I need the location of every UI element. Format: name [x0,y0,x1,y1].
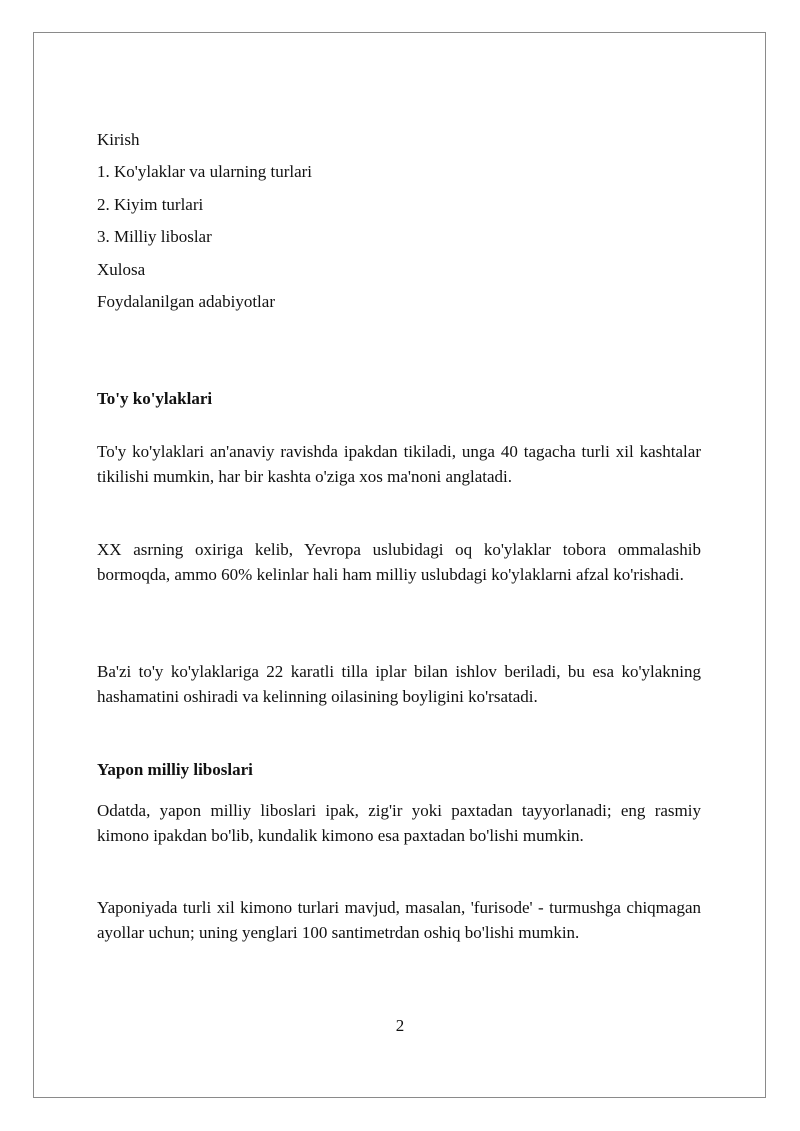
page-number: 2 [395,1016,405,1035]
paragraph: Odatda, yapon milliy liboslari ipak, zig'ir yoki paxtadan tayyorlanadi; eng rasmiy kimono ipakdan bo'lib, kundalik kimono esa paxtadan bo'lishi mumkin. [97,801,701,845]
toc-item-references: Foydalanilgan adabiyotlar [97,291,275,311]
toc-item-conclusion: Xulosa [97,259,146,279]
toc-item-chapter-3: 3. Milliy liboslar [97,227,212,247]
section-heading-japanese-costumes: Yapon milliy liboslari [97,760,253,779]
paragraph: Ba'zi to'y ko'ylaklariga 22 karatli tilla iplar bilan ishlov beriladi, bu esa ko'ylakning hashamatini oshiradi va kelinning oilasining boyligini ko'rsatadi. [97,662,701,706]
toc-item-intro: Kirish [97,130,140,149]
paragraph: To'y ko'ylaklari an'anaviy ravishda ipakdan tikiladi, unga 40 tagacha turli xil kashtalar tikilishi mumkin, har bir kashta o'ziga xos ma'noni anglatadi. [97,442,701,486]
paragraph: XX asrning oxiriga kelib, Yevropa uslubidagi oq ko'ylaklar tobora ommalashib bormoqda, ammo 60% kelinlar hali ham milliy uslubdagi ko'ylaklarni afzal ko'rishadi. [97,540,701,584]
paragraph: Yaponiyada turli xil kimono turlari mavjud, masalan, 'furisode' - turmushga chiqmagan ayollar uchun; uning yenglari 100 santimetrdan oshiq bo'lishi mumkin. [97,898,701,942]
section-heading-wedding-dresses: To'y ko'ylaklari [97,389,213,408]
table-of-contents [97,128,701,322]
toc-item-chapter-1: 1. Ko'ylaklar va ularning turlari [97,162,313,182]
toc-item-chapter-2: 2. Kiyim turlari [97,194,204,214]
